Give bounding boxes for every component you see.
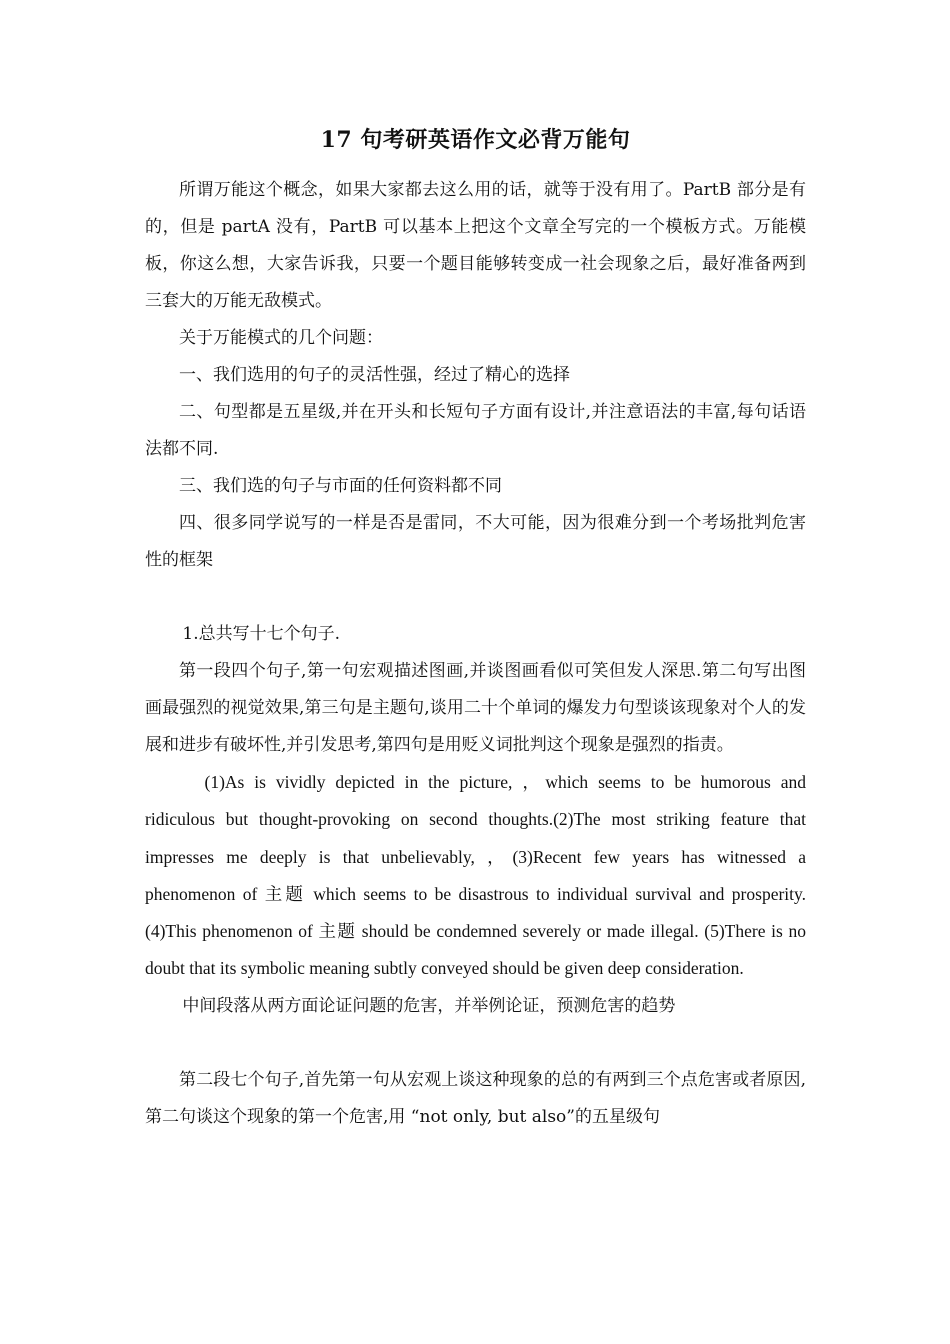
- intro-paragraph: 所谓万能这个概念，如果大家都去这么用的话，就等于没有用了。PartB 部分是有的，但是 partA 没有，PartB 可以基本上把这个文章全写完的一个模板方式。万能模板，你这么想，大家告诉我，只要一个题目能够转变成一社会现象之后，最好准备两到三套大的万能无敌模式。: [145, 180, 806, 311]
- paragraph-gap: [145, 579, 806, 616]
- point-three: 三、我们选的句子与市面的任何资料都不同: [179, 476, 502, 496]
- second-paragraph-instructions: 第二段七个句子,首先第一句从宏观上谈这种现象的总的有两到三个点危害或者原因,第二句谈这个现象的第一个危害,用 “not only, but also”的五星级句: [145, 1069, 806, 1127]
- sentence-count-heading: 1.总共写十七个句子.: [182, 624, 341, 644]
- english-template-sentences: (1)As is vividly depicted in the picture, ，which seems to be humorous and ridiculous but thought-provoking on second thoughts.(2)The most striking feature that impresses me deeply is that unbelievably, ，(3)Recent few years has witnessed a phenomenon of 主题 which seems to be disastrous to individual survival and prosperity. (4)This phenomenon of 主题 should be condemned severely or made illegal. (5)There is no doubt that its symbolic meaning subtly conveyed should be given deep consideration.: [145, 772, 806, 979]
- point-two: 二、句型都是五星级,并在开头和长短句子方面有设计,并注意语法的丰富,每句话语法都不同.: [145, 402, 806, 459]
- first-paragraph-instructions: 第一段四个句子,第一句宏观描述图画,并谈图画看似可笑但发人深思.第二句写出图画最强烈的视觉效果,第三句是主题句,谈用二十个单词的爆发力句型谈该现象对个人的发展和进步有破坏性,并引发思考,第四句是用贬义词批判这个现象是强烈的指责。: [145, 661, 806, 755]
- document-title: 17 句考研英语作文必背万能句: [320, 127, 631, 153]
- questions-heading: 关于万能模式的几个问题：: [179, 328, 383, 348]
- middle-paragraph-instructions: 中间段落从两方面论证问题的危害，并举例论证，预测危害的趋势: [182, 995, 676, 1016]
- point-one: 一、我们选用的句子的灵活性强，经过了精心的选择: [179, 365, 570, 385]
- point-four: 四、很多同学说写的一样是否是雷同，不大可能，因为很难分到一个考场批判危害性的框架: [145, 513, 806, 570]
- paragraph-gap: [145, 1025, 806, 1062]
- document-content: [145, 122, 806, 1136]
